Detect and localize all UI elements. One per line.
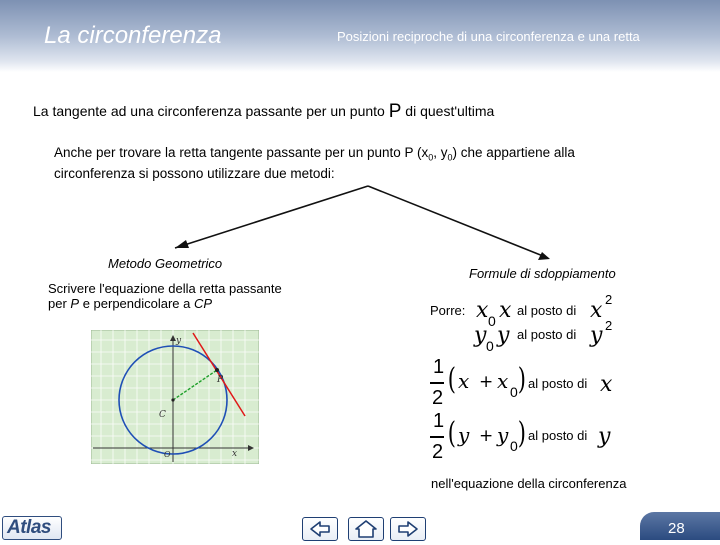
method-geometric-description [48, 281, 310, 311]
nav-next-button[interactable] [390, 517, 426, 541]
nav-previous-button[interactable] [302, 517, 338, 541]
row3-num: 1 [433, 356, 445, 378]
row3-frac-bar [430, 382, 444, 384]
desc-p: P [70, 296, 80, 311]
row3-target: x [600, 372, 613, 397]
intro-line-2: circonferenza si possono utilizzare due metodi: [54, 165, 335, 181]
row4-sub: 0 [510, 438, 518, 454]
row4-num: 1 [433, 410, 445, 432]
center-c-marker [171, 398, 174, 401]
section-title-text: La tangente ad una circonferenza passante per un punto [33, 103, 389, 119]
nav-home-button[interactable] [348, 517, 384, 541]
diagram-label-p: P [217, 375, 224, 385]
row2-var: y [474, 323, 487, 348]
row1-target: x [590, 298, 603, 323]
row3-text: al posto di [528, 376, 588, 391]
row4-frac-bar [430, 436, 444, 438]
diagram-label-x: x [232, 449, 238, 459]
app-title: La circonferenza [44, 22, 222, 49]
row3-den: 2 [432, 387, 444, 409]
diagram-label-c: C [159, 410, 166, 420]
method-geometric-title: Metodo Geometrico [108, 256, 223, 271]
row3-open-paren: ( [447, 362, 456, 397]
method-desc-line1: Scrivere l'equazione della retta passante [48, 281, 282, 296]
row2-var2: y [497, 323, 510, 348]
intro-sub-a: 0 [428, 152, 434, 163]
method-desc-line2 [48, 296, 310, 311]
row3-plus: + [479, 372, 494, 392]
row2-exp: 2 [605, 318, 613, 333]
intro-text-a: Anche per trovare la retta tangente passante per un punto P (x [54, 145, 429, 160]
row4-close-paren: ) [517, 416, 526, 451]
section-title-var: P [388, 101, 402, 122]
intro-text-c: ) che appartiene alla [452, 145, 575, 160]
row1-text: al posto di [517, 303, 577, 318]
logo-text: Atlas [7, 517, 51, 538]
section-title-end: di quest'ultima [401, 103, 495, 119]
circle-tangent-diagram [91, 330, 259, 464]
diagram-label-y: y [176, 336, 182, 346]
row4-plus: + [479, 426, 494, 446]
row4-a: y [458, 423, 470, 447]
page-number: 28 [668, 520, 685, 537]
row4-text: al posto di [528, 428, 588, 443]
row3-close-paren: ) [517, 362, 526, 397]
row2-target: y [590, 323, 603, 348]
home-icon [349, 518, 383, 540]
sdoppiamento-title: Formule di sdoppiamento [469, 266, 616, 281]
point-p-marker [215, 368, 219, 372]
page-subtitle: Posizioni reciproche di una circonferenza e una retta [337, 29, 640, 44]
desc-pre: per [48, 296, 71, 311]
atlas-logo[interactable] [2, 516, 62, 540]
desc-cp: CP [194, 296, 213, 311]
intro-sub-b: 0 [447, 152, 453, 163]
row1-var: x [476, 298, 489, 323]
porre-label: Porre: [430, 303, 466, 318]
row4-target: y [598, 424, 611, 449]
row4-den: 2 [432, 441, 444, 463]
arrow-left-icon [303, 518, 337, 540]
row1-exp: 2 [605, 292, 613, 307]
row3-sub: 0 [510, 384, 518, 400]
row4-b: y [497, 423, 509, 447]
diagram-label-o: O [164, 450, 171, 459]
footer-note: nell'equazione della circonferenza [431, 476, 627, 491]
row3-b: x [497, 369, 509, 393]
intro-text-b: , y [433, 145, 448, 160]
row2-sub: 0 [486, 338, 494, 354]
row3-a: x [458, 369, 470, 393]
row2-text: al posto di [517, 327, 577, 342]
arrow-right-icon [391, 518, 425, 540]
desc-mid: e perpendicolare a [79, 296, 194, 311]
row4-open-paren: ( [447, 416, 456, 451]
row1-var2: x [499, 298, 512, 323]
row1-sub: 0 [488, 313, 496, 329]
